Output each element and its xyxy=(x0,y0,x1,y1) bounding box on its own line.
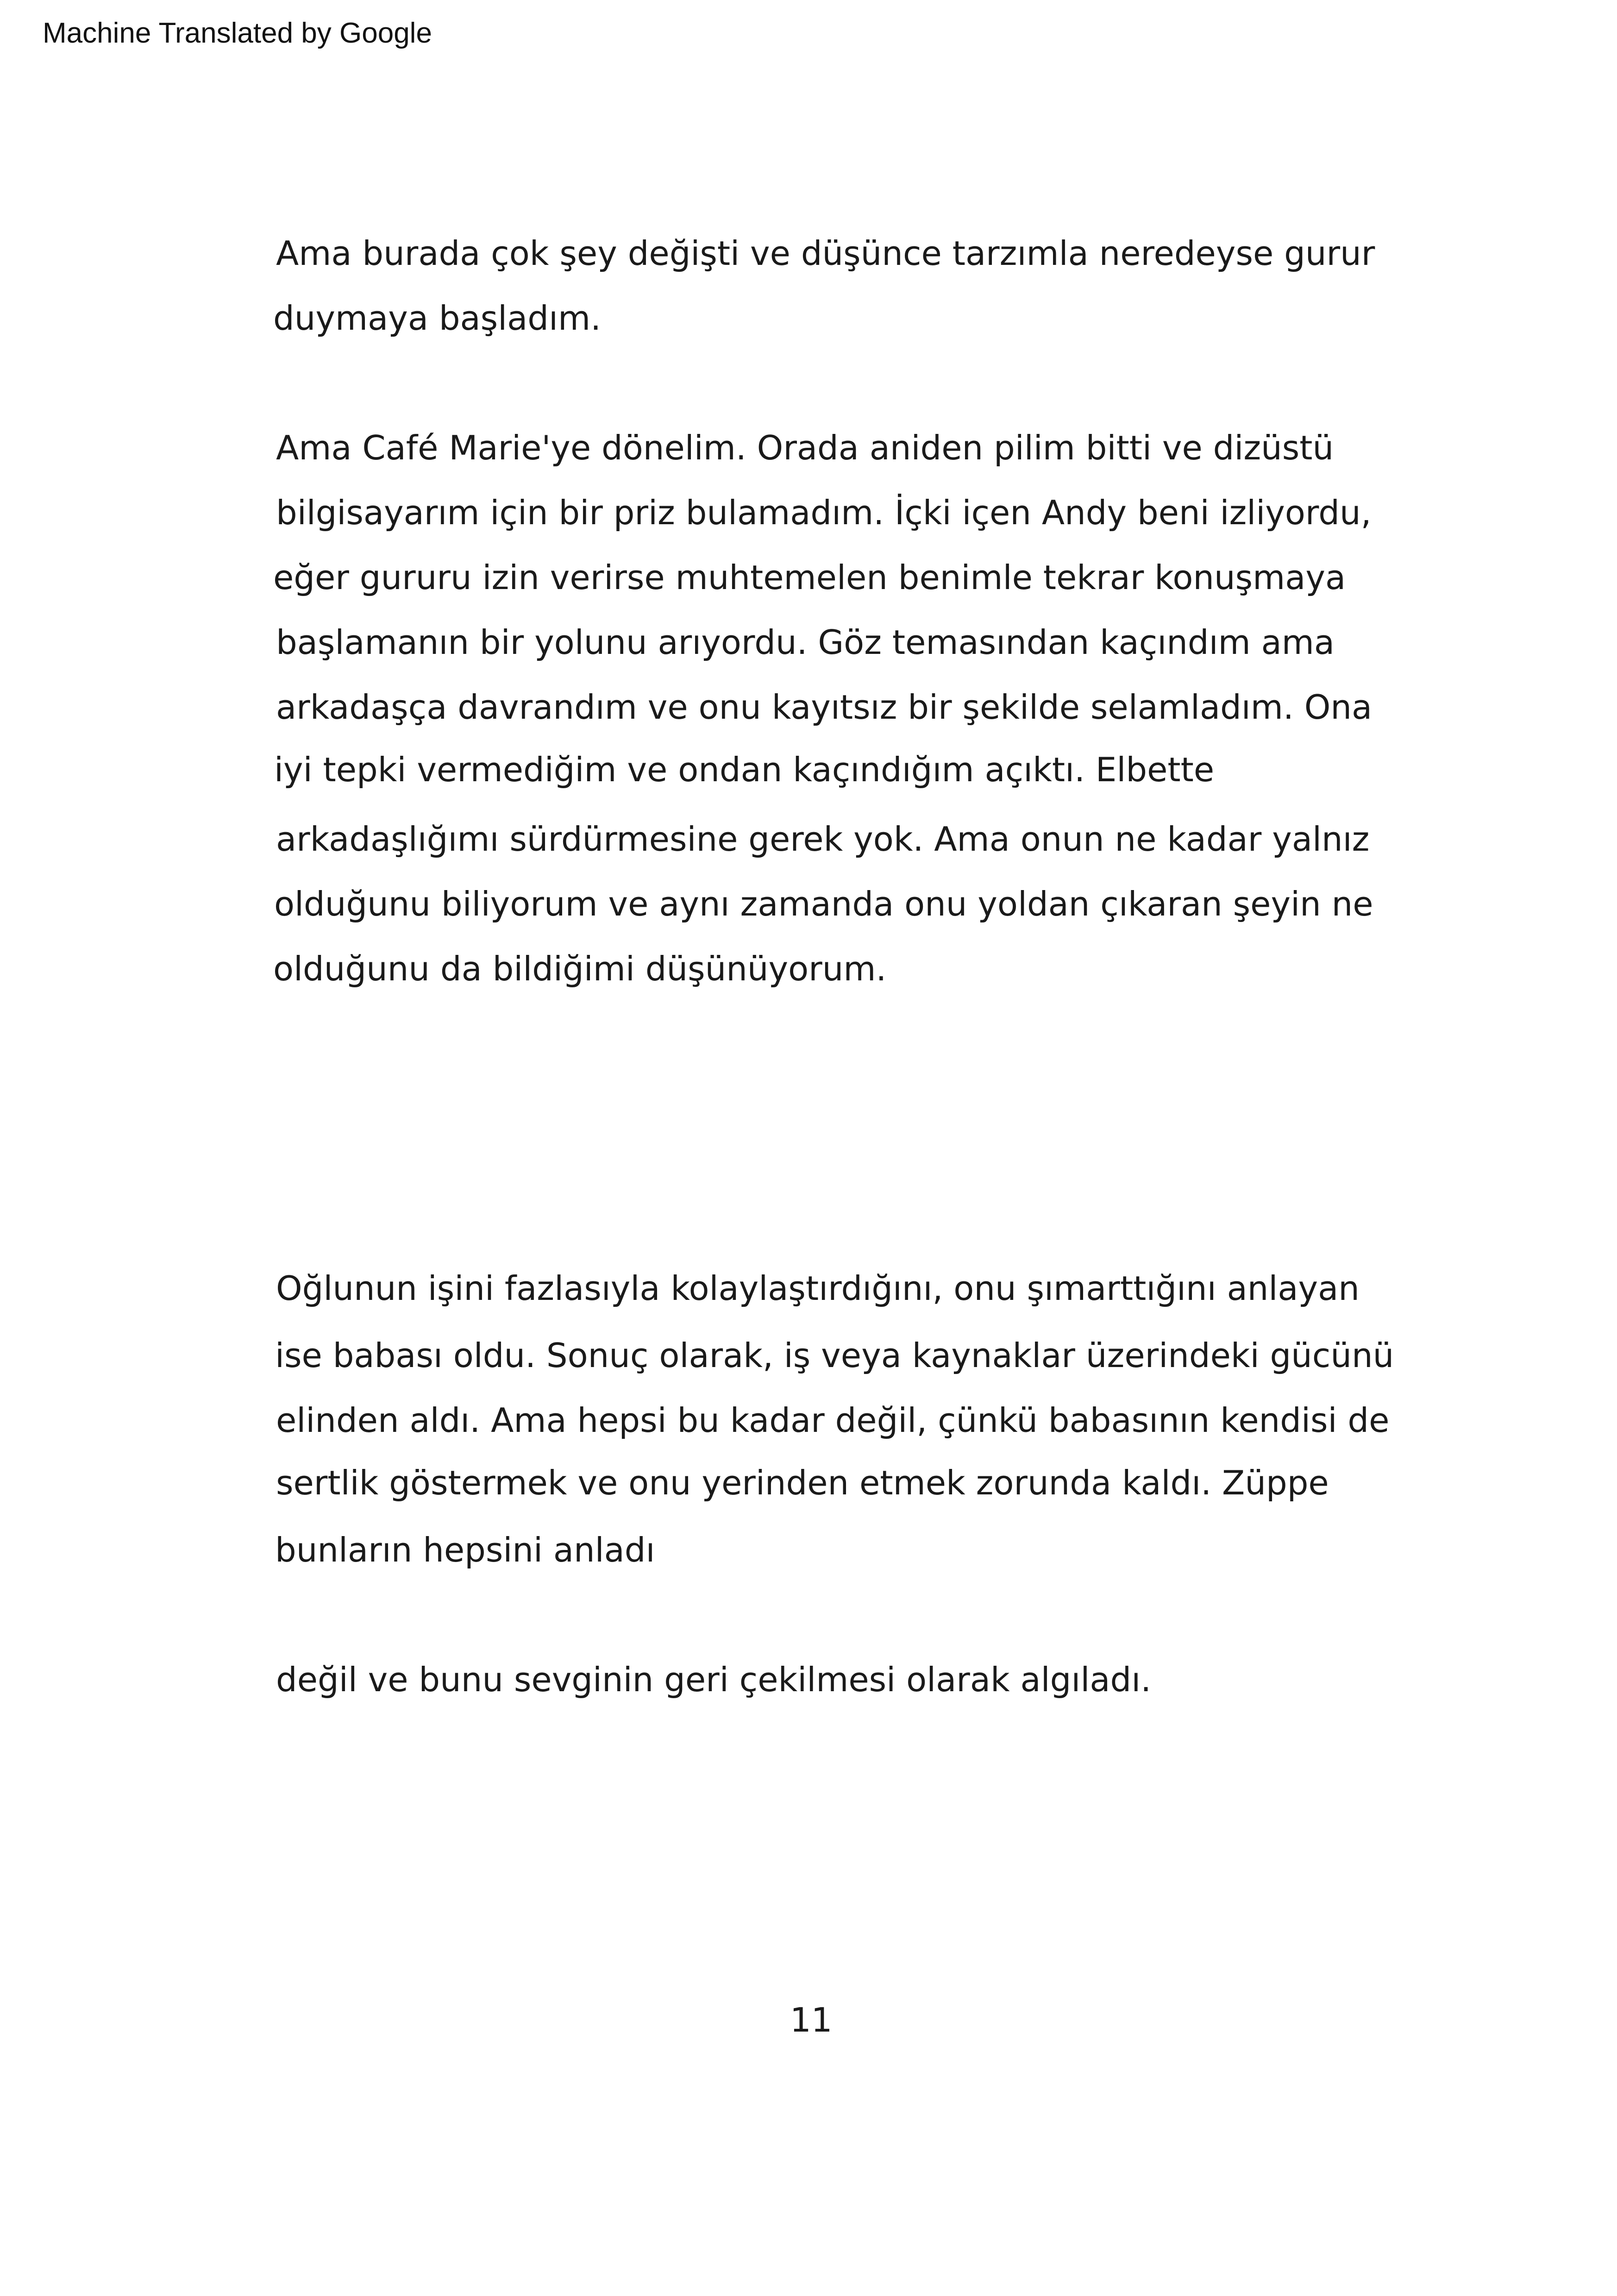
text-line: arkadaşça davrandım ve onu kayıtsız bir şekilde selamladım. Ona xyxy=(276,688,1373,727)
text-line: duymaya başladım. xyxy=(273,299,602,338)
text-line: başlamanın bir yolunu arıyordu. Göz temasından kaçındım ama xyxy=(276,623,1335,662)
text-line: eğer gururu izin verirse muhtemelen benimle tekrar konuşmaya xyxy=(273,558,1346,597)
page-number: 11 xyxy=(790,2001,833,2039)
text-line: Oğlunun işini fazlasıyla kolaylaştırdığını, onu şımarttığını anlayan xyxy=(276,1269,1360,1308)
machine-translation-note: Machine Translated by Google xyxy=(43,17,432,49)
text-line: değil ve bunu sevginin geri çekilmesi olarak algıladı. xyxy=(276,1660,1152,1699)
text-line: elinden aldı. Ama hepsi bu kadar değil, çünkü babasının kendisi de xyxy=(276,1401,1390,1440)
text-line: olduğunu da bildiğimi düşünüyorum. xyxy=(273,949,887,988)
text-line: bunların hepsini anladı xyxy=(275,1531,655,1569)
text-line: ise babası oldu. Sonuç olarak, iş veya kaynaklar üzerindeki gücünü xyxy=(275,1336,1394,1375)
text-line: iyi tepki vermediğim ve ondan kaçındığım açıktı. Elbette xyxy=(274,750,1215,789)
text-line: olduğunu biliyorum ve aynı zamanda onu yoldan çıkaran şeyin ne xyxy=(274,885,1373,923)
text-line: Ama burada çok şey değişti ve düşünce tarzımla neredeyse gurur xyxy=(276,234,1375,273)
text-line: Ama Café Marie'ye dönelim. Orada aniden pilim bitti ve dizüstü xyxy=(276,428,1334,467)
text-line: sertlik göstermek ve onu yerinden etmek zorunda kaldı. Züppe xyxy=(276,1463,1329,1502)
text-line: bilgisayarım için bir priz bulamadım. İçki içen Andy beni izliyordu, xyxy=(276,493,1372,532)
text-line: arkadaşlığımı sürdürmesine gerek yok. Ama onun ne kadar yalnız xyxy=(276,820,1370,859)
